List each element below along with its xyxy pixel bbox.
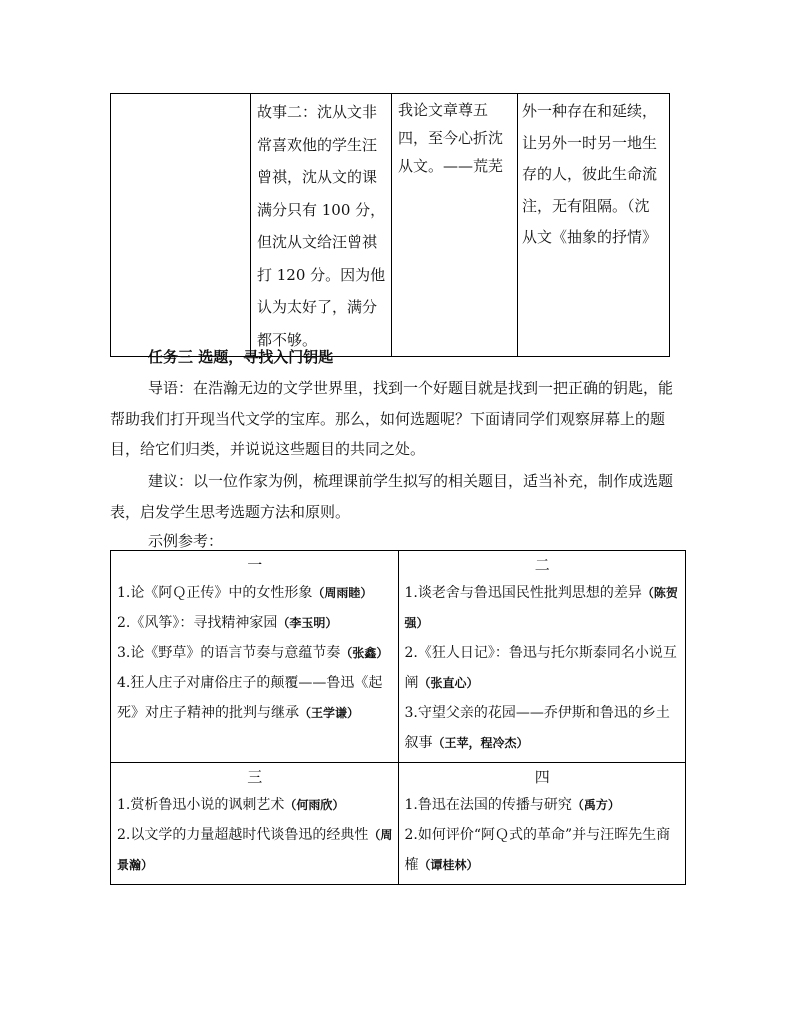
group-header: 一 — [247, 556, 263, 574]
topic-title: 2.如何评价“阿Ｑ式的革命”并与汪晖先生商榷 — [404, 827, 671, 873]
topic-item — [405, 820, 681, 880]
topic-author: （王苹，程冷杰） — [432, 736, 529, 750]
group-header: 二 — [534, 556, 550, 574]
topic-author: （张直心） — [418, 676, 479, 690]
group-cell-1 — [111, 551, 399, 763]
topic-title: 4.狂人庄子对庸俗庄子的颠覆——鲁迅《起死》对庄子精神的批判与继承 — [117, 675, 383, 721]
table-cell-story: 故事二：沈从文非常喜欢他的学生汪曾祺，沈从文的课满分只有 100 分，但沈从文给汪曾祺打 120 分。因为他认为太好了，满分都不够。 — [251, 94, 392, 357]
topic-item — [405, 578, 681, 638]
topic-title: 2.《狂人日记》：鲁迅与托尔斯泰同名小说互阐 — [404, 645, 677, 691]
topic-author: （陈贺强） — [404, 586, 678, 630]
topic-item — [117, 820, 393, 880]
topic-item — [117, 638, 393, 668]
topic-author: （何雨欣） — [284, 798, 345, 812]
topic-title: 1.论《阿Ｑ正传》中的女性形象 — [117, 585, 313, 601]
topic-item — [117, 608, 393, 638]
topic-item — [405, 790, 681, 820]
topic-author: （张鑫） — [340, 646, 389, 660]
topic-author: （周景瀚） — [117, 828, 393, 872]
group-cell-4 — [398, 763, 686, 885]
suggestion-paragraph: 建议：以一位作家为例，梳理课前学生拟写的相关题目，适当补充，制作成选题表，启发学生思考选题方法和原则。 — [110, 472, 674, 521]
group-header: 四 — [534, 768, 550, 786]
topic-title: 1.鲁迅在法国的传播与研究 — [404, 797, 572, 813]
topic-item — [405, 638, 681, 698]
topic-author: （李玉明） — [277, 616, 338, 630]
quote-table — [110, 93, 670, 357]
table-cell-excerpt: 外一种存在和延续，让另外一时另一地生存的人，彼此生命流注，无有阻隔。（沈从文《抽象的抒情》 — [518, 94, 670, 357]
topic-table — [110, 550, 686, 885]
topic-author: （谭桂林） — [418, 858, 479, 872]
topic-item — [117, 790, 393, 820]
group-cell-3 — [111, 763, 399, 885]
intro-paragraph: 导语：在浩瀚无边的文学世界里，找到一个好题目就是找到一把正确的钥匙，能帮助我们打开现当代文学的宝库。那么，如何选题呢？下面请同学们观察屏幕上的题目，给它们归类，并说说这些题目的共同之处。 — [110, 379, 674, 458]
topic-item — [117, 668, 393, 728]
topic-title: 1.谈老舍与鲁迅国民性批判思想的差异 — [404, 585, 642, 601]
topic-title: 2.《风筝》：寻找精神家园 — [117, 615, 278, 631]
topic-author: （禹方） — [571, 798, 620, 812]
topic-title: 2.以文学的力量超越时代谈鲁迅的经典性 — [117, 827, 369, 843]
topic-title: 3.守望父亲的花园——乔伊斯和鲁迅的乡土叙事 — [404, 705, 670, 751]
example-label: 示例参考： — [148, 532, 224, 550]
group-header: 三 — [247, 768, 263, 786]
topic-title: 1.赏析鲁迅小说的讽刺艺术 — [117, 797, 285, 813]
topic-title: 3.论《野草》的语言节奏与意蕴节奏 — [117, 645, 341, 661]
topic-author: （王学谦） — [299, 706, 360, 720]
table-cell-quote: 我论文章尊五四，至今心折沈从文。——荒芜 — [392, 94, 518, 357]
topic-author: （周雨睦） — [312, 586, 373, 600]
topic-item — [117, 578, 393, 608]
topic-item — [405, 698, 681, 758]
group-cell-2 — [398, 551, 686, 763]
table-cell-empty — [111, 94, 251, 357]
task-heading: 任务三 选题，寻找入门钥匙 — [148, 348, 334, 366]
